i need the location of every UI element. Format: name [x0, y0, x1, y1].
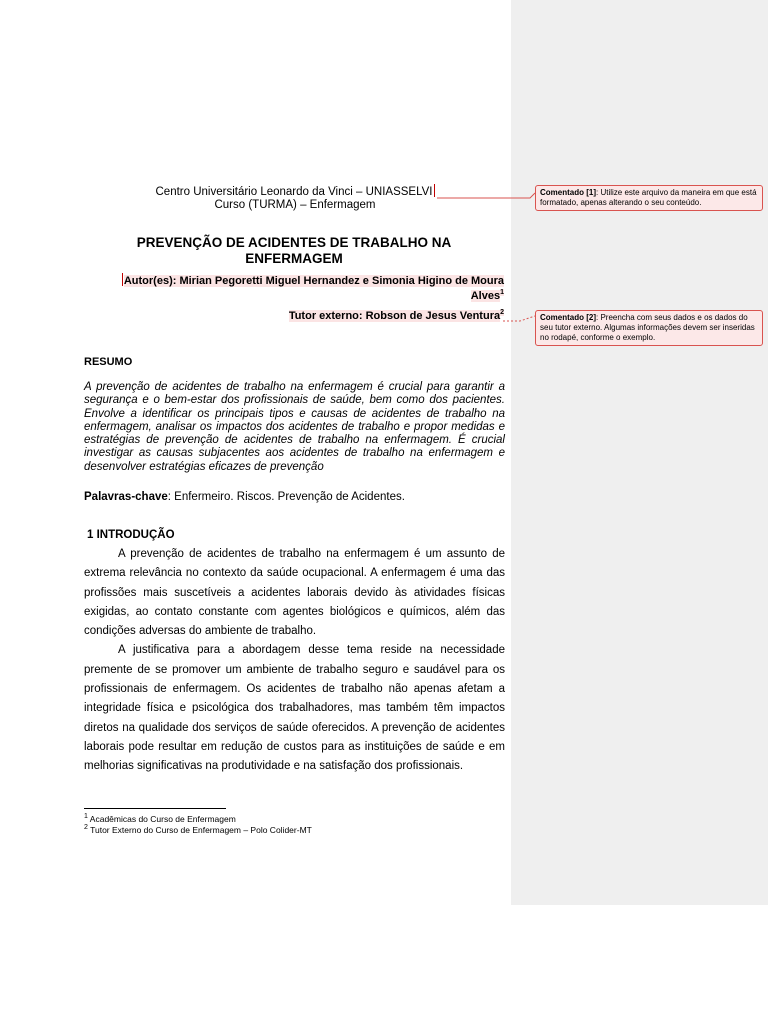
intro-heading: 1 INTRODUÇÃO: [87, 529, 175, 541]
footnote-1-text: Acadêmicas do Curso de Enfermagem: [87, 814, 236, 824]
authors-footnote-mark: 1: [500, 289, 504, 297]
comments-pane: [511, 0, 768, 905]
tutor-text: Tutor externo: Robson de Jesus Ventura: [288, 310, 501, 322]
tutor-footnote-mark: 2: [500, 309, 504, 317]
title-line-2: ENFERMAGEM: [245, 251, 343, 266]
document-title: [84, 235, 504, 267]
footnote-2-text: Tutor Externo do Curso de Enfermagem – Polo Colider-MT: [87, 825, 312, 835]
title-line-1: PREVENÇÃO DE ACIDENTES DE TRABALHO NA: [136, 235, 452, 250]
comment-2-label: Comentado [2]: [540, 313, 596, 322]
resumo-heading: RESUMO: [84, 356, 133, 368]
tutor-line: [84, 309, 504, 324]
text-cursor: [434, 184, 435, 197]
keywords-text: : Enfermeiro. Riscos. Prevenção de Acidentes.: [167, 491, 405, 503]
footnote-2: [84, 825, 505, 836]
footnote-separator: [84, 808, 226, 809]
authors-line-1: Autor(es): Mirian Pegoretti Miguel Hernandez e Simonia Higino de Moura: [123, 275, 504, 287]
resumo-text: A prevenção de acidentes de trabalho na enfermagem é crucial para garantir a segurança e o bem-estar dos profissionais de saúde, bem como dos pacientes. Envolve a identificar os principais tipos e causas de acidentes de trabalho na enfermagem, analisar os impactos dos acidentes de trabalho e propor medidas e estratégias de prevenção de acidentes de trabalho na enfermagem. É crucial investigar as causas subjacentes aos acidentes de trabalho na enfermagem e desenvolver estratégias eficazes de prevenção: [84, 381, 505, 473]
footnote-1: [84, 814, 505, 825]
authors-line-2: Alves: [470, 290, 501, 302]
intro-paragraph-2: A justificativa para a abordagem desse tema reside na necessidade premente de se promover um ambiente de trabalho seguro e saudável para os profissionais de enfermagem. Os acidentes de trabalho não apenas afetam a integridade física e psicológica dos trabalhadores, mas também têm impactos diretos na qualidade dos serviços de saúde oferecidos. A prevenção de acidentes laborais pode resultar em redução de custos para as instituições de saúde e em melhorias significativas na produtividade e na satisfação dos profissionais.: [84, 644, 505, 773]
comment-1-label: Comentado [1]: [540, 188, 596, 197]
course-line: Curso (TURMA) – Enfermagem: [214, 199, 376, 211]
authors-block: [84, 273, 504, 304]
institution-text: Centro Universitário Leonardo da Vinci – UNIASSELVI: [155, 186, 433, 198]
intro-paragraph-1: A prevenção de acidentes de trabalho na enfermagem é um assunto de extrema relevância no contexto da saúde ocupacional. A enfermagem é uma das profissões mais suscetíveis a acidentes laborais devido às atividades físicas exigidas, ao contato constante com agentes biológicos e químicos, além das condições adversas do ambiente de trabalho.: [84, 548, 505, 638]
keywords-label: Palavras-chave: [84, 491, 168, 503]
comment-anchor-start: [122, 273, 123, 286]
footnotes: [84, 814, 505, 836]
comment-1[interactable]: [535, 185, 763, 211]
comment-2-text: : Preencha com seus dados e os dados do seu tutor externo. Algumas informações devem ser inseridas no rodapé, conforme o exemplo.: [540, 313, 755, 342]
intro-body: [84, 545, 505, 777]
footnote-2-mark: 2: [84, 824, 88, 832]
keywords-line: [84, 490, 505, 504]
comment-2[interactable]: [535, 310, 763, 346]
footnote-1-mark: 1: [84, 813, 88, 821]
comment-1-text: : Utilize este arquivo da maneira em que está formatado, apenas alterando o seu conteúdo.: [540, 188, 757, 207]
